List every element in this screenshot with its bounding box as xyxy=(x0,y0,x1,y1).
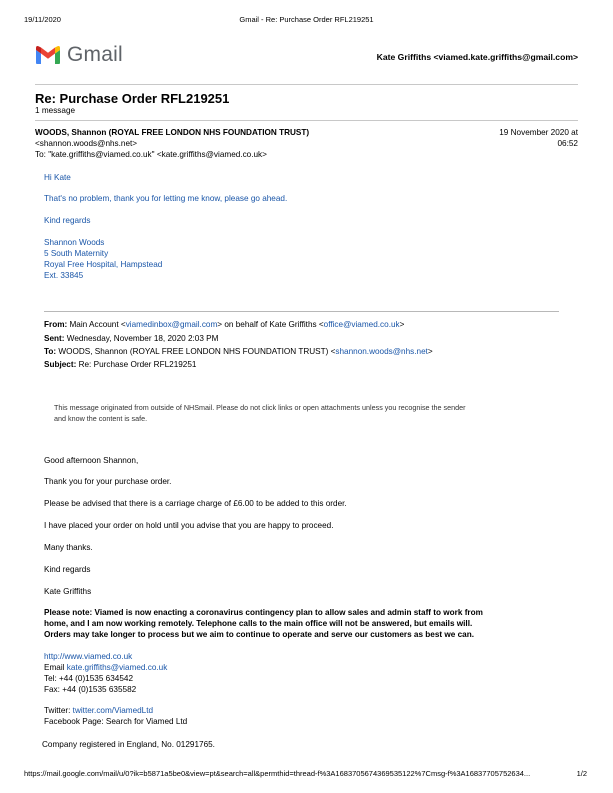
signature-name: Shannon Woods xyxy=(44,238,105,247)
reply-body: That's no problem, thank you for letting me know, please go ahead. xyxy=(44,194,288,203)
gmail-wordmark: Gmail xyxy=(67,43,123,66)
signature-address-1: 5 South Maternity xyxy=(44,249,109,258)
gmail-logo-icon xyxy=(35,44,61,66)
message-count: 1 message xyxy=(35,106,76,115)
website-link[interactable]: http://www.viamed.co.uk xyxy=(44,652,133,661)
reply-closing: Kind regards xyxy=(44,216,91,225)
contact-email-link[interactable]: kate.griffiths@viamed.co.uk xyxy=(66,663,168,672)
twitter-line: Twitter: twitter.com/ViamedLtd xyxy=(44,706,154,715)
twitter-link[interactable]: twitter.com/ViamedLtd xyxy=(72,706,154,715)
quoted-greeting: Good afternoon Shannon, xyxy=(44,456,139,465)
print-page-title: Gmail - Re: Purchase Order RFL219251 xyxy=(239,15,374,24)
print-date: 19/11/2020 xyxy=(24,15,61,24)
quoted-from-email-link[interactable]: viamedinbox@gmail.com xyxy=(125,320,218,329)
quoted-to-email-link[interactable]: shannon.woods@nhs.net xyxy=(335,347,428,356)
contact-email: Email kate.griffiths@viamed.co.uk xyxy=(44,663,168,672)
notice-line-1: Please note: Viamed is now enacting a coronavirus contingency plan to allow sales and admin staff to work from xyxy=(44,608,483,617)
sender-name: WOODS, Shannon (ROYAL FREE LONDON NHS FOUNDATION TRUST) xyxy=(35,128,310,137)
quoted-name: Kate Griffiths xyxy=(44,587,92,596)
divider xyxy=(35,84,578,85)
quoted-sent: Sent: Wednesday, November 18, 2020 2:03 PM xyxy=(44,334,219,343)
quoted-from-office-link[interactable]: office@viamed.co.uk xyxy=(323,320,400,329)
quoted-paragraph-2: Please be advised that there is a carriage charge of £6.00 to be added to this order. xyxy=(44,499,347,508)
signature-address-2: Royal Free Hospital, Hampstead xyxy=(44,260,163,269)
thread-subject: Re: Purchase Order RFL219251 xyxy=(35,91,230,106)
message-time: 06:52 xyxy=(557,139,578,148)
divider xyxy=(35,120,578,121)
reply-greeting: Hi Kate xyxy=(44,173,71,182)
quoted-to: To: WOODS, Shannon (ROYAL FREE LONDON NHS FOUNDATION TRUST) <shannon.woods@nhs.net> xyxy=(44,347,433,356)
account-label: Kate Griffiths <viamed.kate.griffiths@gmail.com> xyxy=(376,52,578,62)
quoted-paragraph-1: Thank you for your purchase order. xyxy=(44,477,172,486)
print-url: https://mail.google.com/mail/u/0?ik=b5871a5be0&view=pt&search=all&permthid=thread-f%3A1683705674369535122%7Cmsg-f%3A16837705752634... xyxy=(24,769,531,778)
external-warning: This message originated from outside of NHSmail. Please do not click links or open attachments unless you recognise the sender and know the content is safe. xyxy=(54,403,466,423)
company-registration: Company registered in England, No. 01291765. xyxy=(42,740,215,749)
contact-tel: Tel: +44 (0)1535 634542 xyxy=(44,674,133,683)
quoted-from: From: Main Account <viamedinbox@gmail.com> on behalf of Kate Griffiths <office@viamed.co.uk> xyxy=(44,320,405,329)
quote-separator xyxy=(44,311,559,312)
notice-line-3: Orders may take longer to process but we aim to continue to operate and serve our customers as best we can. xyxy=(44,630,474,639)
quoted-paragraph-4: Many thanks. xyxy=(44,543,93,552)
facebook-line: Facebook Page: Search for Viamed Ltd xyxy=(44,717,188,726)
signature-extension: Ext. 33845 xyxy=(44,271,84,280)
quoted-subject: Subject: Re: Purchase Order RFL219251 xyxy=(44,360,197,369)
message-date: 19 November 2020 at xyxy=(499,128,578,137)
sender-email: <shannon.woods@nhs.net> xyxy=(35,139,138,148)
print-page-number: 1/2 xyxy=(576,769,587,778)
recipient-line: To: "kate.griffiths@viamed.co.uk" <kate.griffiths@viamed.co.uk> xyxy=(35,150,267,159)
quoted-closing: Kind regards xyxy=(44,565,91,574)
notice-line-2: home, and I am now working remotely. Telephone calls to the main office will not be answered, but emails will. xyxy=(44,619,473,628)
quoted-paragraph-3: I have placed your order on hold until you advise that you are happy to proceed. xyxy=(44,521,334,530)
contact-fax: Fax: +44 (0)1535 635582 xyxy=(44,685,137,694)
